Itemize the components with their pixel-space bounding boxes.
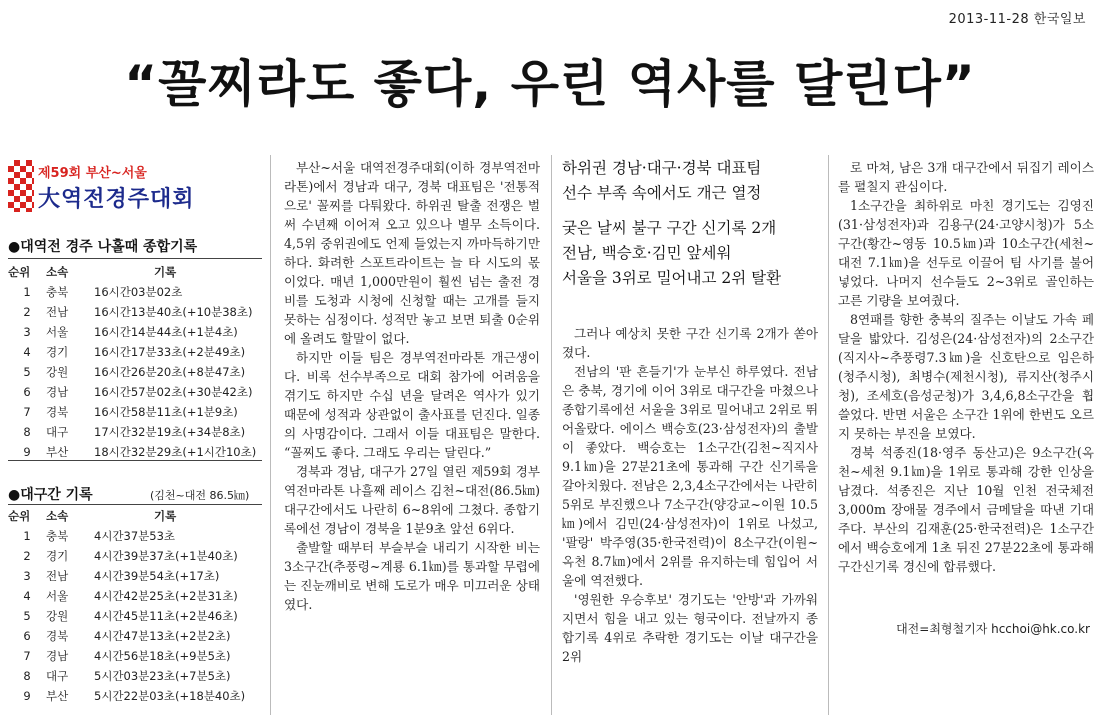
team-cell: 경북: [46, 629, 69, 643]
rank-cell: 7: [23, 649, 31, 663]
article-paragraph: '영원한 우승후보' 경기도는 '안방'과 가까워지면서 힘을 내고 있는 형국이다. 전날까지 종합기록 4위로 추락한 경기도는 이날 대구간을 2위: [562, 592, 818, 664]
record-cell: 16시간13분40초(+10분38초): [94, 305, 253, 319]
record-cell: 4시간42분25초(+2분31초): [94, 589, 238, 603]
team-cell: 강원: [46, 365, 69, 379]
table-header-row: [8, 262, 324, 282]
subheads: [562, 156, 824, 291]
rank-cell: 1: [23, 285, 31, 299]
subhead-line: 서울을 3위로 밀어내고 2위 탈환: [562, 269, 782, 287]
table-row: [8, 686, 324, 706]
table-row: [8, 442, 324, 462]
rank-cell: 4: [23, 589, 31, 603]
column-header-team: 소속: [46, 265, 69, 279]
event-logo: [8, 160, 258, 224]
rank-cell: 2: [23, 549, 31, 563]
subhead-line: 궂은 날씨 불구 구간 신기록 2개: [562, 219, 777, 237]
article-paragraph: 8연패를 향한 충북의 질주는 이날도 가속 페달을 밟았다. 김성은(24·삼성전자)의 2소구간(직지사~추풍령7.3㎞)을 신호탄으로 임은하(청주시청), 최병수(제천시청), 류지산(청주시청), 조세호(음성군청)가 3,4,6,8소구간을 휩쓸었다. 반면 서울은 소구간 1위에 한번도 오르지 못하는 부진을 보였다.: [838, 312, 1094, 441]
record-cell: 4시간39분37초(+1분40초): [94, 549, 238, 563]
daily-records-table: [8, 506, 324, 706]
table-row: [8, 646, 324, 666]
table-row: [8, 282, 324, 302]
source-label: 2013-11-28 한국일보: [948, 12, 1086, 27]
table-row: [8, 566, 324, 586]
rank-cell: 3: [23, 569, 31, 583]
subhead-line: 전남, 백승호·김민 앞세워: [562, 244, 732, 262]
record-cell: 5시간03분23초(+7분5초): [94, 669, 231, 683]
rank-cell: 4: [23, 345, 31, 359]
table-row: [8, 382, 324, 402]
column-header-record: 기록: [154, 509, 177, 523]
article-paragraph: 경북 석종진(18·영주 동산고)은 9소구간(옥천~세천 9.1㎞)을 1위로 통과해 강한 인상을 남겼다. 석종진은 지난 10월 인천 전국체전 3,000m 장애물 경주에서 금메달을 따낸 기대주다. 부산의 김재훈(25·한국전력)은 1소구간에서 백승호에게 1초 뒤진 27분22초에 통과해 구간신기록 경신에 합류했다.: [838, 445, 1094, 574]
record-cell: 16시간14분44초(+1분4초): [94, 325, 238, 339]
column-separator: [270, 155, 271, 715]
table-row: [8, 362, 324, 382]
column-separator: [551, 155, 552, 715]
team-cell: 충북: [46, 529, 69, 543]
article-paragraph: 경북과 경남, 대구가 27일 열린 제59회 경부역전마라톤 나흘째 레이스 김천~대전(86.5㎞) 대구간에서도 나란히 6~8위에 그쳤다. 종합기록에선 경남이 경북을 1분9초 앞선 6위다.: [284, 464, 540, 536]
rank-cell: 6: [23, 385, 31, 399]
team-cell: 부산: [46, 445, 69, 459]
rank-cell: 8: [23, 669, 31, 683]
overall-records-title: ●대역전 경주 나홀때 종합기록: [8, 239, 198, 255]
rank-cell: 3: [23, 325, 31, 339]
team-cell: 부산: [46, 689, 69, 703]
table-row: [8, 586, 324, 606]
rank-cell: 2: [23, 305, 31, 319]
team-cell: 경기: [46, 549, 69, 563]
table-row: [8, 626, 324, 646]
subhead-line: 하위권 경남·대구·경북 대표팀: [562, 159, 762, 177]
article-paragraph: 부산~서울 대역전경주대회(이하 경부역전마라톤)에서 경남과 대구, 경북 대표팀은 '전통적으로' 꼴찌를 다퉈왔다. 하위권 탈출 전쟁은 벌써 수년째 이어져 오고 있으나 별무 소득이다. 4,5위 중위권에도 언제 들었는지 까마득하기만 하다. 화려한 스포트라이트는 늘 타 시도의 몫이었다. 매년 1,000만원이 훨씬 넘는 출전 경비를 도청과 시청에 신청할 때는 고개를 들지 못하는 심정이다. 성적만 놓고 보면 퇴출 0순위에 올려도 할말이 없다.: [284, 160, 540, 346]
article-column-2: [562, 324, 818, 666]
divider: [8, 504, 262, 505]
rank-cell: 7: [23, 405, 31, 419]
record-cell: 16시간26분20초(+8분47초): [94, 365, 246, 379]
divider: [8, 460, 262, 461]
record-cell: 4시간56분18초(+9분5초): [94, 649, 231, 663]
article-paragraph: 1소구간을 최하위로 마친 경기도는 김영진(31·삼성전자)과 김용구(24·고양시청)가 5소구간(황간~영동 10.5㎞)과 10소구간(세천~대전 7.1㎞)을 선두로 이끌어 팀 사기를 불어넣었다. 나머지 선수들도 2~3위로 골인하는 고른 기량을 보여줬다.: [838, 198, 1094, 308]
rank-cell: 6: [23, 629, 31, 643]
table-row: [8, 342, 324, 362]
record-cell: 16시간03분02초: [94, 285, 183, 299]
team-cell: 경북: [46, 405, 69, 419]
record-cell: 16시간58분11초(+1분9초): [94, 405, 238, 419]
team-cell: 대구: [46, 669, 69, 683]
column-header-rank: 순위: [8, 265, 31, 279]
record-cell: 16시간17분33초(+2분49초): [94, 345, 246, 359]
article-paragraph: 로 마쳐, 남은 3개 대구간에서 뒤집기 레이스를 펼칠지 관심이다.: [838, 160, 1094, 194]
table-row: [8, 606, 324, 626]
record-cell: 17시간32분19초(+34분8초): [94, 425, 246, 439]
record-cell: 4시간39분54초(+17초): [94, 569, 220, 583]
team-cell: 경기: [46, 345, 69, 359]
team-cell: 전남: [46, 305, 69, 319]
article-paragraph: 전남의 '판 흔들기'가 눈부신 하루였다. 전남은 충북, 경기에 이어 3위로 대구간을 마쳤으나 종합기록에선 서울을 3위로 밀어내고 2위로 뛰어올랐다. 에이스 백승호(23·삼성전자)의 출발이 좋았다. 백승호는 1소구간(김천~직지사 9.1㎞)을 27분21초에 통과해 구간 신기록을 갈아치웠다. 전남은 2,3,4소구간에서는 나란히 5위로 부진했으나 7소구간(양강교~이원 10.5㎞)에서 김민(24·삼성전자)이 1위로 나섰고, '팔랑' 박주영(35·한국전력)이 8소구간(이원~옥천 8.7㎞)에서 2위를 유지하는데 힘입어 서울에 역전했다.: [562, 364, 818, 588]
daily-records-note: (김천~대전 86.5㎞): [150, 489, 250, 502]
table-row: [8, 322, 324, 342]
record-cell: 16시간57분02초(+30분42초): [94, 385, 253, 399]
rank-cell: 1: [23, 529, 31, 543]
team-cell: 경남: [46, 385, 69, 399]
team-cell: 경남: [46, 649, 69, 663]
record-cell: 4시간37분53초: [94, 529, 176, 543]
event-logo-title: 大역전경주대회: [38, 187, 195, 212]
article-paragraph: 출발할 때부터 부슬부슬 내리기 시작한 비는 3소구간(추풍령~계룡 6.1㎞)를 통과할 무렵에는 진눈깨비로 변해 도로가 매우 미끄러운 상태였다.: [284, 540, 540, 612]
team-cell: 전남: [46, 569, 69, 583]
table-row: [8, 402, 324, 422]
divider: [8, 258, 262, 259]
team-cell: 강원: [46, 609, 69, 623]
column-header-rank: 순위: [8, 509, 31, 523]
record-cell: 18시간32분29초(+1시간10초): [94, 445, 257, 459]
table-row: [8, 526, 324, 546]
table-row: [8, 546, 324, 566]
record-cell: 5시간22분03초(+18분40초): [94, 689, 246, 703]
rank-cell: 5: [23, 365, 31, 379]
article-column-3: [838, 158, 1094, 576]
column-header-record: 기록: [154, 265, 177, 279]
team-cell: 충북: [46, 285, 69, 299]
record-cell: 4시간47분13초(+2분2초): [94, 629, 231, 643]
headline: “꼴찌라도 좋다, 우린 역사를 달린다”: [124, 55, 976, 113]
rank-cell: 9: [23, 445, 31, 459]
subhead-line: 선수 부족 속에서도 개근 열정: [562, 184, 762, 202]
record-cell: 4시간45분11초(+2분46초): [94, 609, 238, 623]
rank-cell: 9: [23, 689, 31, 703]
table-header-row: [8, 506, 324, 526]
byline: 대전=최형철기자 hcchoi@hk.co.kr: [896, 622, 1090, 636]
column-header-team: 소속: [46, 509, 69, 523]
table-row: [8, 666, 324, 686]
column-separator: [828, 155, 829, 715]
team-cell: 서울: [46, 325, 69, 339]
table-row: [8, 302, 324, 322]
checker-flag-icon: [8, 160, 34, 212]
event-logo-subtitle: 제59회 부산~서울: [38, 166, 147, 181]
article-paragraph: 그러나 예상치 못한 구간 신기록 2개가 쏟아졌다.: [562, 326, 818, 360]
article-paragraph: 하지만 이들 팀은 경부역전마라톤 개근생이다. 비록 선수부족으로 대회 참가에 어려움을 겪기도 하지만 수십 년을 달려온 역사가 있기 때문에 성적과 상관없이 출사표를 던진다. 일종의 사명감이다. 그래서 이들 대표팀은 말한다. “꼴찌도 좋다. 그래도 우리는 달린다.”: [284, 350, 540, 460]
team-cell: 서울: [46, 589, 69, 603]
daily-records-title: ●대구간 기록: [8, 487, 93, 503]
team-cell: 대구: [46, 425, 69, 439]
overall-records-table: [8, 262, 324, 462]
rank-cell: 5: [23, 609, 31, 623]
article-column-1: [284, 158, 540, 614]
table-row: [8, 422, 324, 442]
rank-cell: 8: [23, 425, 31, 439]
